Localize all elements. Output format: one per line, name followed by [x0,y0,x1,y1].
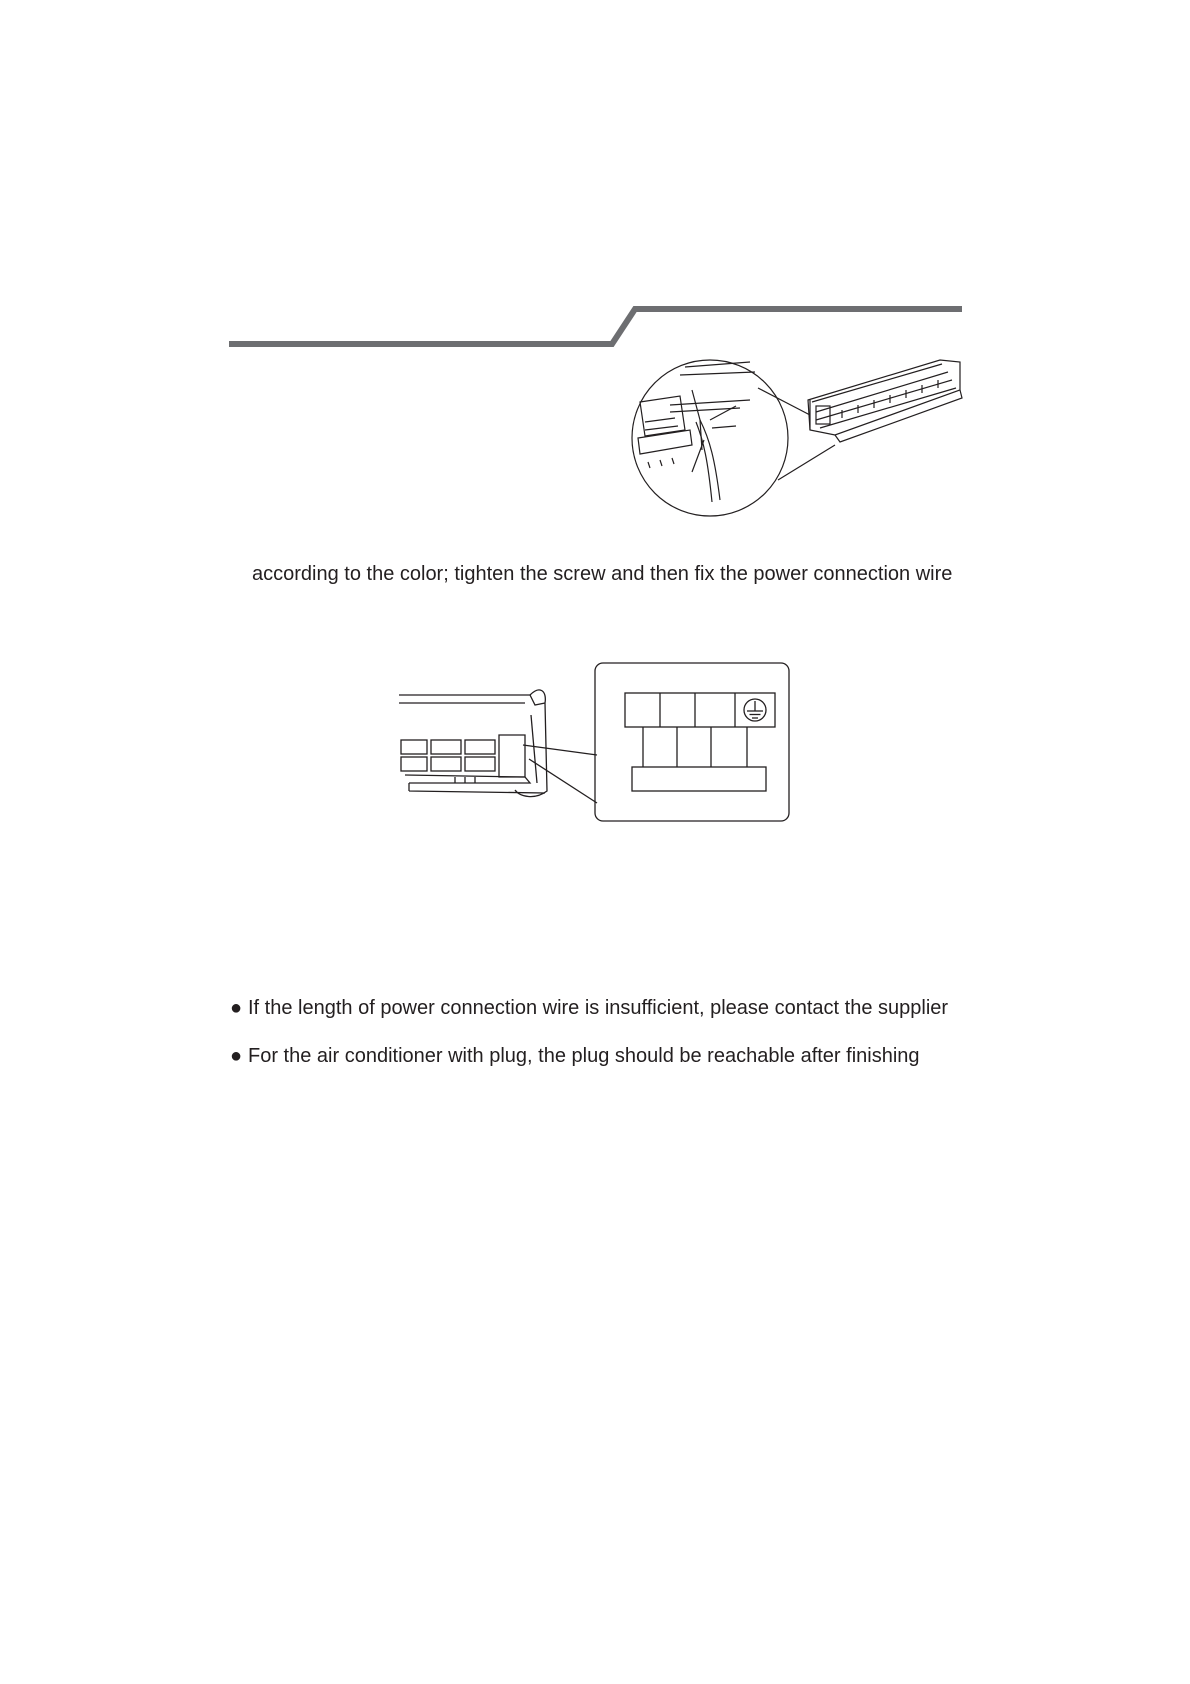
note-insufficient-wire [230,996,948,1020]
note-plug-reachable [230,1044,920,1068]
bullet-icon: ● [230,1045,243,1067]
terminal-block-figure [395,655,795,825]
note-text: If the length of power connection wire is insufficient, please contact the supplier [248,997,949,1019]
earth-symbol-icon [744,699,766,721]
indoor-unit-side-view [399,690,547,797]
zoom-box [595,663,789,821]
bullet-icon: ● [230,997,243,1019]
instruction-text-line: according to the color; tighten the screw and then fix the power connection wire [252,563,953,585]
callout-lines [758,388,835,480]
indoor-unit-drawing [808,360,962,442]
indoor-unit-wire-clamp-figure [630,350,970,530]
magnified-detail-circle [632,360,788,516]
section-header-rule [0,0,1190,360]
terminal-block [625,693,775,791]
note-text: For the air conditioner with plug, the plug should be reachable after finishing [248,1045,920,1067]
